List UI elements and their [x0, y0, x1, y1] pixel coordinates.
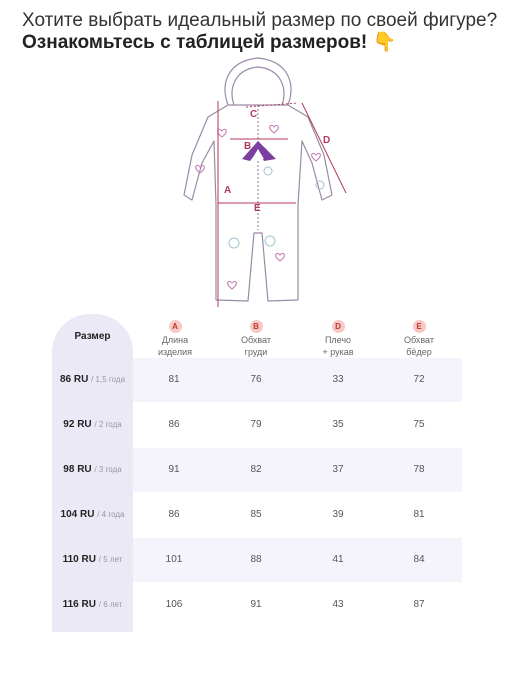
- measure-label-c: C: [250, 109, 258, 120]
- column-header-b: [221, 320, 291, 357]
- size-value: 116 RU: [62, 599, 96, 610]
- table-cell: 33: [332, 374, 344, 385]
- table-cell: 86: [168, 509, 180, 520]
- table-cell: 81: [168, 374, 180, 385]
- column-badge: A: [169, 320, 182, 333]
- hood-inner-outline: [232, 67, 284, 105]
- column-title-line2: бёдер: [406, 347, 432, 357]
- column-title-line2: груди: [244, 347, 268, 357]
- table-cell: 78: [413, 464, 425, 475]
- age-value: / 6 лет: [98, 600, 123, 609]
- measure-label-d: D: [323, 135, 331, 146]
- row-size-label: [52, 509, 133, 521]
- column-title-line1: Обхват: [404, 335, 434, 345]
- column-badge: E: [413, 320, 426, 333]
- table-cell: 88: [250, 554, 262, 565]
- table-cell: 106: [165, 599, 183, 610]
- table-cell: 84: [413, 554, 425, 565]
- table-cell: 86: [168, 419, 180, 430]
- table-cell: 87: [413, 599, 425, 610]
- measure-label-b: B: [244, 141, 252, 152]
- pointing-down-emoji-icon: 👇: [372, 32, 397, 53]
- table-cell: 79: [250, 419, 262, 430]
- column-badge: D: [332, 320, 345, 333]
- page-header: [22, 10, 502, 54]
- row-size-label: [52, 599, 133, 611]
- table-cell: 76: [250, 374, 262, 385]
- size-value: 110 RU: [62, 554, 96, 565]
- table-cell: 91: [168, 464, 180, 475]
- column-title-line1: Длина: [161, 335, 189, 345]
- header-call-to-action: [22, 32, 502, 54]
- header-question: Хотите выбрать идеальный размер по своей фигуре?: [22, 10, 498, 31]
- column-title-line2: изделия: [157, 347, 193, 357]
- heart-decoration-icon: [228, 281, 237, 289]
- table-cell: 101: [165, 554, 183, 565]
- column-title-line1: Плечо: [324, 335, 352, 345]
- header-cta-text: Ознакомьтесь с таблицей размеров!: [22, 32, 368, 53]
- table-cell: 43: [332, 599, 344, 610]
- heart-decoration-icon: [312, 153, 321, 161]
- row-size-label: [52, 554, 133, 566]
- heart-decoration-icon: [270, 125, 279, 133]
- size-value: 92 RU: [63, 419, 92, 430]
- circle-decoration-icon: [265, 236, 275, 246]
- table-cell: 81: [413, 509, 425, 520]
- table-cell: 35: [332, 419, 344, 430]
- age-value: / 3 года: [94, 465, 122, 474]
- jumpsuit-illustration: [170, 55, 350, 315]
- size-value: 104 RU: [60, 509, 95, 520]
- table-cell: 82: [250, 464, 262, 475]
- column-header-a: [140, 320, 210, 357]
- row-size-label: [52, 374, 133, 386]
- table-cell: 75: [413, 419, 425, 430]
- age-value: / 5 лет: [98, 555, 123, 564]
- age-value: / 1,5 года: [91, 375, 126, 384]
- row-size-label: [52, 464, 133, 476]
- column-badge: B: [250, 320, 263, 333]
- measure-line-d: [302, 103, 346, 193]
- size-value: 98 RU: [63, 464, 92, 475]
- table-cell: 37: [332, 464, 344, 475]
- measure-label-e: E: [254, 203, 261, 214]
- table-cell: 85: [250, 509, 262, 520]
- size-table: [52, 314, 462, 634]
- column-header-d: [303, 320, 373, 357]
- circle-decoration-icon: [316, 181, 324, 189]
- column-header-e: [384, 320, 454, 357]
- circle-decoration-icon: [264, 167, 272, 175]
- table-cell: 41: [332, 554, 344, 565]
- age-value: / 2 года: [94, 420, 122, 429]
- heart-decoration-icon: [218, 129, 227, 137]
- table-cell: 39: [332, 509, 344, 520]
- circle-decoration-icon: [229, 238, 239, 248]
- column-title-line1: Обхват: [241, 335, 271, 345]
- measure-label-a: A: [224, 185, 232, 196]
- table-cell: 72: [413, 374, 425, 385]
- row-size-label: [52, 419, 133, 431]
- column-title-line2: + рукав: [322, 347, 354, 357]
- size-column-header: Размер: [74, 331, 111, 342]
- age-value: / 4 года: [97, 510, 125, 519]
- heart-decoration-icon: [276, 253, 285, 261]
- table-cell: 91: [250, 599, 262, 610]
- size-value: 86 RU: [59, 374, 89, 385]
